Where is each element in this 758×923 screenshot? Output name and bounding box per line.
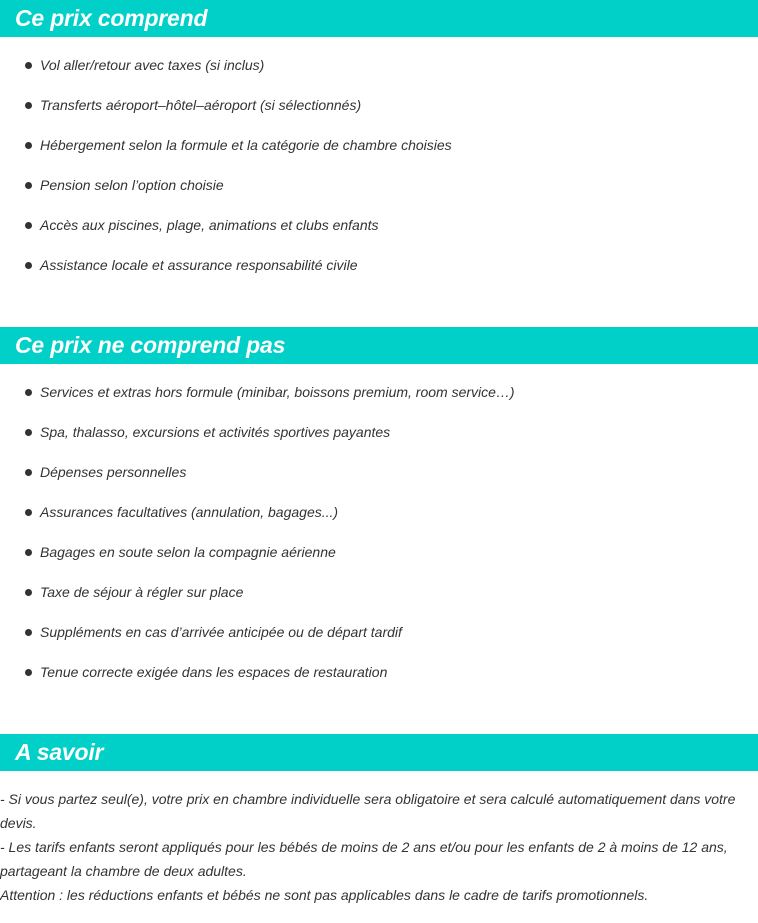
included-item <box>0 94 452 134</box>
excluded-section-title: Ce prix ne comprend pas <box>15 332 286 358</box>
excluded-item <box>0 421 515 461</box>
included-item-text: Transferts aéroport–hôtel–aéroport (si sélectionnés) <box>40 97 362 113</box>
info-notes <box>0 787 752 907</box>
excluded-list <box>0 381 515 701</box>
bullet-icon <box>25 429 32 436</box>
excluded-item <box>0 661 515 701</box>
included-item <box>0 54 452 94</box>
excluded-item-text: Suppléments en cas d’arrivée anticipée ou de départ tardif <box>40 624 402 640</box>
excluded-item <box>0 461 515 501</box>
excluded-item-text: Dépenses personnelles <box>40 464 187 480</box>
included-item-text: Assistance locale et assurance responsabilité civile <box>40 257 358 273</box>
bullet-icon <box>25 102 32 109</box>
included-section-header <box>0 0 758 37</box>
included-item-text: Pension selon l’option choisie <box>40 177 224 193</box>
excluded-section-header <box>0 327 758 364</box>
bullet-icon <box>25 262 32 269</box>
excluded-item-text: Assurances facultatives (annulation, bagages...) <box>40 504 339 520</box>
excluded-item <box>0 541 515 581</box>
bullet-icon <box>25 669 32 676</box>
excluded-item-text: Tenue correcte exigée dans les espaces de restauration <box>40 664 388 680</box>
bullet-icon <box>25 629 32 636</box>
included-item-text: Hébergement selon la formule et la catégorie de chambre choisies <box>40 137 452 153</box>
included-item-text: Accès aux piscines, plage, animations et clubs enfants <box>40 217 379 233</box>
included-section-title: Ce prix comprend <box>15 5 208 31</box>
excluded-item-text: Spa, thalasso, excursions et activités sportives payantes <box>40 424 391 440</box>
included-item <box>0 174 452 214</box>
excluded-item-text: Bagages en soute selon la compagnie aérienne <box>40 544 336 560</box>
bullet-icon <box>25 469 32 476</box>
excluded-item <box>0 621 515 661</box>
info-note-promo-warning: Attention : les réductions enfants et bébés ne sont pas applicables dans le cadre de tarifs promotionnels. <box>0 887 649 903</box>
excluded-item <box>0 381 515 421</box>
included-item <box>0 134 452 174</box>
bullet-icon <box>25 509 32 516</box>
included-item <box>0 254 452 294</box>
bullet-icon <box>25 62 32 69</box>
bullet-icon <box>25 549 32 556</box>
bullet-icon <box>25 389 32 396</box>
info-note-single-traveler: - Si vous partez seul(e), votre prix en chambre individuelle sera obligatoire et sera calculé automatiquement dans votre devis. <box>0 791 736 831</box>
excluded-item-text: Taxe de séjour à régler sur place <box>40 584 244 600</box>
included-list <box>0 54 452 294</box>
included-item <box>0 214 452 254</box>
excluded-item <box>0 581 515 621</box>
info-section-title: A savoir <box>15 739 104 765</box>
bullet-icon <box>25 589 32 596</box>
bullet-icon <box>25 182 32 189</box>
bullet-icon <box>25 222 32 229</box>
excluded-item <box>0 501 515 541</box>
included-item-text: Vol aller/retour avec taxes (si inclus) <box>40 57 265 73</box>
info-note-child-rates: - Les tarifs enfants seront appliqués pour les bébés de moins de 2 ans et/ou pour les enfants de 2 à moins de 12 ans, partageant la chambre de deux adultes. <box>0 839 728 879</box>
bullet-icon <box>25 142 32 149</box>
info-section-header <box>0 734 758 771</box>
excluded-item-text: Services et extras hors formule (minibar, boissons premium, room service…) <box>40 384 515 400</box>
